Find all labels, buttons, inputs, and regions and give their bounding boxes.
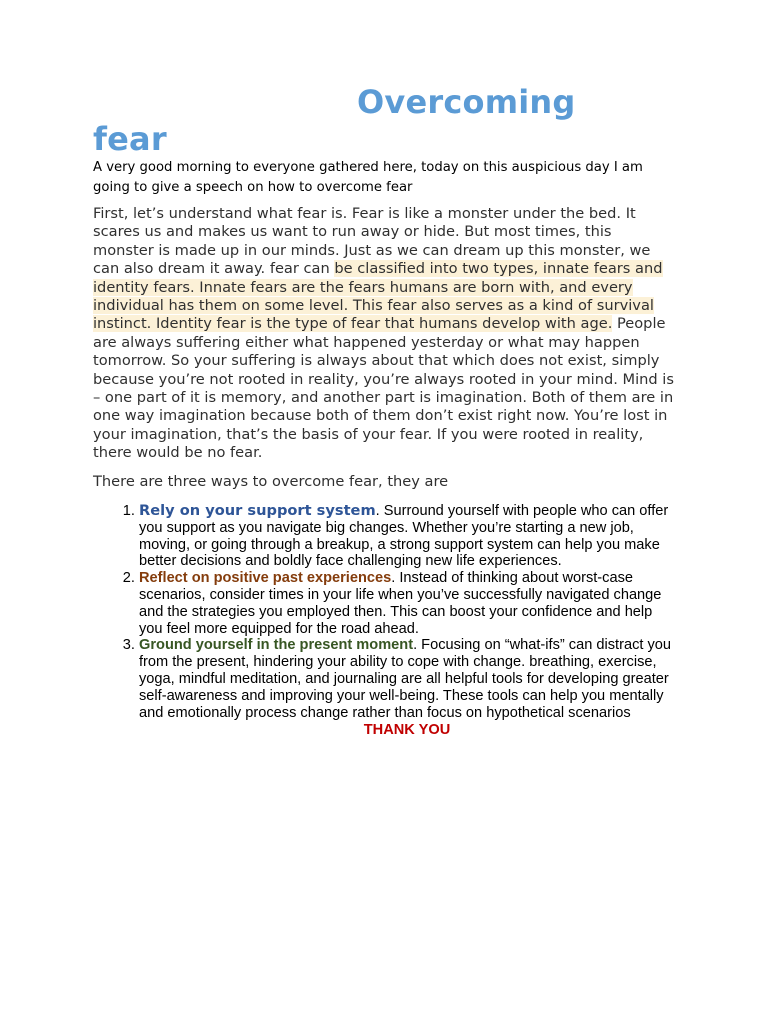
- list-item: [139, 637, 675, 721]
- list-item: [139, 570, 675, 637]
- tip-heading: Ground yourself in the present moment: [139, 637, 414, 654]
- title-line-1: Overcoming: [357, 83, 576, 121]
- list-item: [139, 503, 675, 570]
- intro-paragraph: A very good morning to everyone gathered here, today on this auspicious day I am going to give a speech on how to overcome fear: [93, 160, 643, 195]
- tip-text: . Surround yourself with people who can offer you support as you navigate big changes. Whether you’re starting a new job, moving, or going through a breakup, a strong support system can help you make better decisions and boldly face challenging new life experiences.: [139, 503, 669, 570]
- ways-intro: There are three ways to overcome fear, they are: [93, 472, 449, 490]
- tip-heading: Reflect on positive past experiences: [139, 570, 392, 587]
- tip-text: . Focusing on “what-ifs” can distract you from the present, hindering your ability to cope with change. breathing, exercise, yoga, mindful meditation, and journaling are all helpful tools for developing greater self-awareness and improving your well-being. These tools can help you mentally and emotionally process change rather than focus on hypothetical scenarios: [139, 637, 672, 721]
- tip-text: . Instead of thinking about worst-case scenarios, consider times in your life when you’ve successfully navigated change and the strategies you employed then. This can boost your confidence and help you feel more equipped for the road ahead.: [139, 570, 662, 637]
- document-page: [93, 84, 675, 739]
- closing-text: THANK YOU: [363, 722, 451, 739]
- tips-list: [93, 503, 675, 721]
- fear-explanation-paragraph: [93, 205, 675, 463]
- title-line-2: fear: [93, 120, 167, 158]
- document-title: [93, 84, 675, 158]
- paragraph-text-start: First, let’s understand what fear is. Fear is like a monster under the bed. It scares us and makes us want to run away or hide. But most times, this monster is made up in our minds. Just as we can dream up this monster, we can also dream it away. fear can: [93, 205, 651, 278]
- paragraph-text-end: People are always suffering either what happened yesterday or what may happen tomorrow. So your suffering is always about that which does not exist, simply because you’re not rooted in reality, you’re always rooted in your mind. Mind is – one part of it is memory, and another part is imagination. Both of them are in one way imagination because both of them don’t exist right now. You’re lost in your imagination, that’s the basis of your fear. If you were rooted in reality, there would be no fear.: [93, 315, 674, 462]
- highlighted-text: be classified into two types, innate fears and identity fears. Innate fears are the fears humans are born with, and every individual has them on some level. This fear also serves as a kind of survival instinct. Identity fear is the type of fear that humans develop with age.: [93, 260, 663, 333]
- tip-heading: Rely on your support system: [139, 502, 376, 520]
